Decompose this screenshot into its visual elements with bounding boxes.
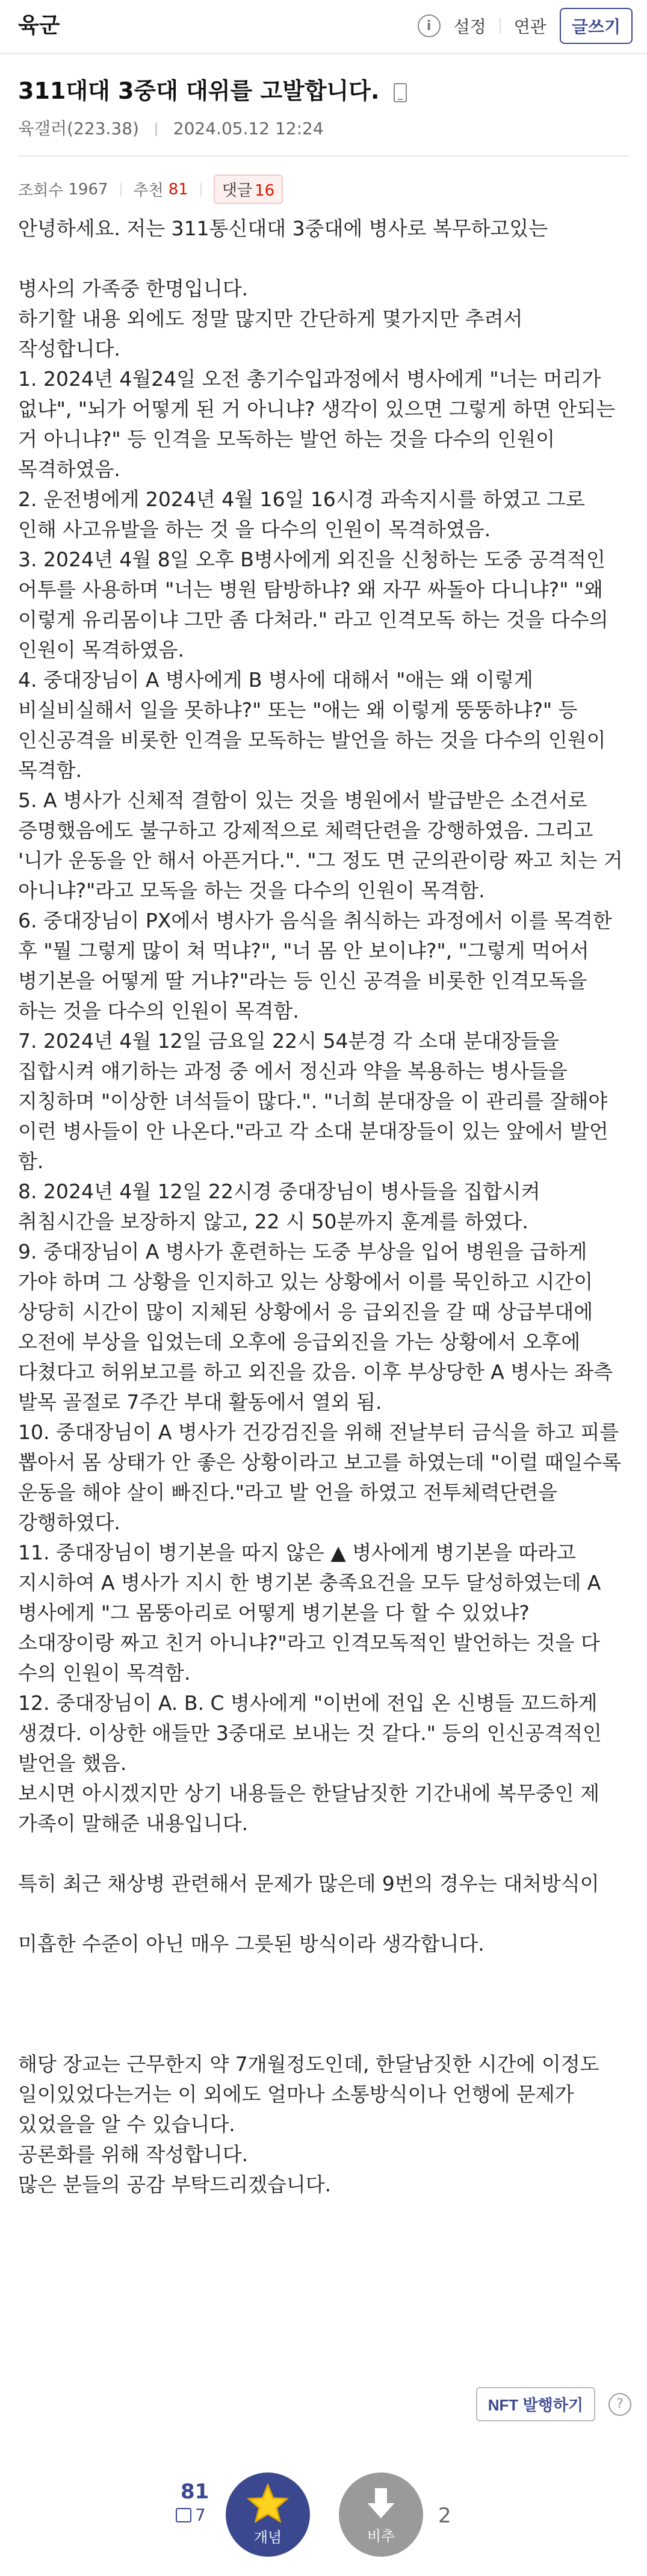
up-count: 81 (181, 2480, 209, 2504)
fix-icon (176, 2508, 191, 2522)
gallery-name[interactable]: 육군 (18, 13, 60, 38)
divider (120, 183, 122, 196)
views-label: 조회수 (18, 182, 64, 200)
comments-label: 댓글 (221, 182, 253, 200)
post-date: 2024.05.12 12:24 (173, 119, 324, 138)
star-icon (247, 2483, 289, 2523)
top-bar (0, 0, 647, 54)
recommend-count: 81 (168, 180, 188, 199)
views-count: 1967 (68, 180, 108, 199)
down-arrow-icon (363, 2485, 399, 2522)
fix-count: 7 (195, 2505, 206, 2525)
divider (155, 123, 157, 136)
post-title-row (18, 72, 407, 105)
settings-link[interactable]: 설정 (453, 17, 486, 37)
down-count: 2 (438, 2504, 451, 2528)
info-icon[interactable]: i (418, 14, 441, 37)
post-meta (18, 116, 324, 140)
related-link[interactable]: 연관 (513, 17, 546, 37)
question-icon[interactable]: ? (608, 2393, 631, 2416)
downvote-button[interactable] (339, 2472, 423, 2557)
upvote-button[interactable] (226, 2472, 310, 2557)
upvote-label: 개념 (253, 2528, 282, 2546)
comments-button[interactable] (214, 175, 283, 204)
nft-row (476, 2387, 631, 2421)
mobile-icon (394, 83, 407, 102)
write-button[interactable]: 글쓰기 (560, 8, 633, 44)
recommend-label: 추천 (133, 182, 164, 200)
header-divider (18, 155, 629, 156)
divider (200, 183, 202, 196)
nft-button[interactable]: NFT 발행하기 (476, 2387, 595, 2421)
downvote-label: 비추 (367, 2527, 395, 2545)
author[interactable]: 육갤러(223.38) (18, 119, 139, 138)
vote-area (0, 2468, 647, 2576)
post-body: 안녕하세요. 저는 311통신대대 3중대에 병사로 복무하고있는 병사의 가족중 한명입니다. 하기할 내용 외에도 정말 많지만 간단하게 몇가지만 추려서 작성합니다. 1. 2024년 4월24일 오전 총기수입과정에서 병사에게 "너는 머리가 없냐", "뇌가 어떻게 된 거 아니냐? 생각이 있으면 그렇게 하면 안되는 거 아니냐?" 등 인격을 모독하는 발언 하는 것을 다수의 인원이 목격하였음. 2. 운전병에게 2024년 4월 16일 16시경 과속지시를 하였고 그로 인해 사고유발을 하는 것 을 다수의 인원이 목격하였음. 3. 2024년 4월 8일 오후 B병사에게 외진을 신청하는 도중 공격적인 어투를 사용하며 "너는 병원 탐방하냐? 왜 자꾸 싸돌아 다니냐?" "왜 이렇게 유리몸이냐 그만 좀 다쳐라." 라고 인격모독 하는 것을 다수의 인원이 목격하였음. 4. 중대장님이 A 병사에게 B 병사에 대해서 "애는 왜 이렇게 비실비실해서 일을 못하냐?" 또는 "애는 왜 이렇게 뚱뚱하냐?" 등 인신공격을 비롯한 인격을 모독하는 발언을 하는 것을 다수의 인원이 목격함. 5. A 병사가 신체적 결함이 있는 것을 병원에서 발급받은 소견서로 증명했음에도 불구하고 강제적으로 체력단련을 강행하였음. 그리고 '니가 운동을 안 해서 아픈거다.". "그 정도 면 군의관이랑 짜고 치는 거 아니냐?"라고 모독을 하는 것을 다수의 인원이 목격함. 6. 중대장님이 PX에서 병사가 음식을 취식하는 과정에서 이를 목격한 후 "뭘 그렇게 많이 쳐 먹냐?", "너 몸 안 보이냐?", "그렇게 먹어서 병기본을 어떻게 딸 거냐?"라는 등 인신 공격을 비롯한 인격모독을 하는 것을 다수의 인원이 목격함. 7. 2024년 4월 12일 금요일 22시 54분경 각 소대 분대장들을 집합시켜 얘기하는 과정 중 에서 정신과 약을 복용하는 병사들을 지칭하며 "이상한 녀석들이 많다.". "너희 분대장을 이 관리를 잘해야 이런 병사들이 안 나온다."라고 각 소대 분대장들이 있는 앞에서 발언 함. 8. 2024년 4월 12일 22시경 중대장님이 병사들을 집합시켜 취침시간을 보장하지 않고, 22 시 50분까지 훈계를 하였다. 9. 중대장님이 A 병사가 훈련하는 도중 부상을 입어 병원을 급하게 가야 하며 그 상황을 인지하고 있는 상황에서 이를 묵인하고 시간이 상당히 시간이 많이 지체된 상황에서 응 급외진을 갈 때 상급부대에 오전에 부상을 입었는데 오후에 응급외진을 가는 상황에서 오후에 다쳤다고 허위보고를 하고 외진을 갔음. 이후 부상당한 A 병사는 좌측 발목 골절로 7주간 부대 활동에서 열외 됨. 10. 중대장님이 A 병사가 건강검진을 위해 전날부터 금식을 하고 피를 뽑아서 몸 상태가 안 좋은 상황이라고 보고를 하였는데 "이럴 때일수록 운동을 해야 살이 빠진다."라고 발 언을 하였고 전투체력단련을 강행하였다. 11. 중대장님이 병기본을 따지 않은 ▲ 병사에게 병기본을 따라고 지시하여 A 병사가 지시 한 병기본 충족요건을 모두 달성하였는데 A 병사에게 "그 몸뚱아리로 어떻게 병기본을 다 할 수 있었냐? 소대장이랑 짜고 친거 아니냐?"라고 인격모독적인 발언하는 것을 다 수의 인원이 목격함. 12. 중대장님이 A. B. C 병사에게 "이번에 전입 온 신병들 꼬드하게 생겼다. 이상한 애들만 3중대로 보내는 것 같다." 등의 인신공격적인 발언을 했음. 보시면 아시겠지만 상기 내용들은 한달남짓한 기간내에 복무중인 제 가족이 말해준 내용입니다. 특히 최근 채상병 관련해서 문제가 많은데 9번의 경우는 대처방식이 미흡한 수준이 아닌 매우 그릇된 방식이라 생각합니다. 해당 장교는 근무한지 약 7개월정도인데, 한달남짓한 시간에 이정도 일이있었다는거는 이 외에도 얼마나 소통방식이나 언행에 문제가 있었을을 알 수 있습니다. 공론화를 위해 작성합니다. 많은 분들의 공감 부탁드리겠습니다. (18, 217, 623, 2196)
comments-count: 16 (255, 182, 275, 200)
divider (500, 18, 501, 34)
fix-count-row (176, 2505, 206, 2525)
post-stats (18, 175, 283, 204)
top-actions (418, 7, 633, 45)
post-title: 311대대 3중대 대위를 고발합니다. (18, 78, 380, 104)
